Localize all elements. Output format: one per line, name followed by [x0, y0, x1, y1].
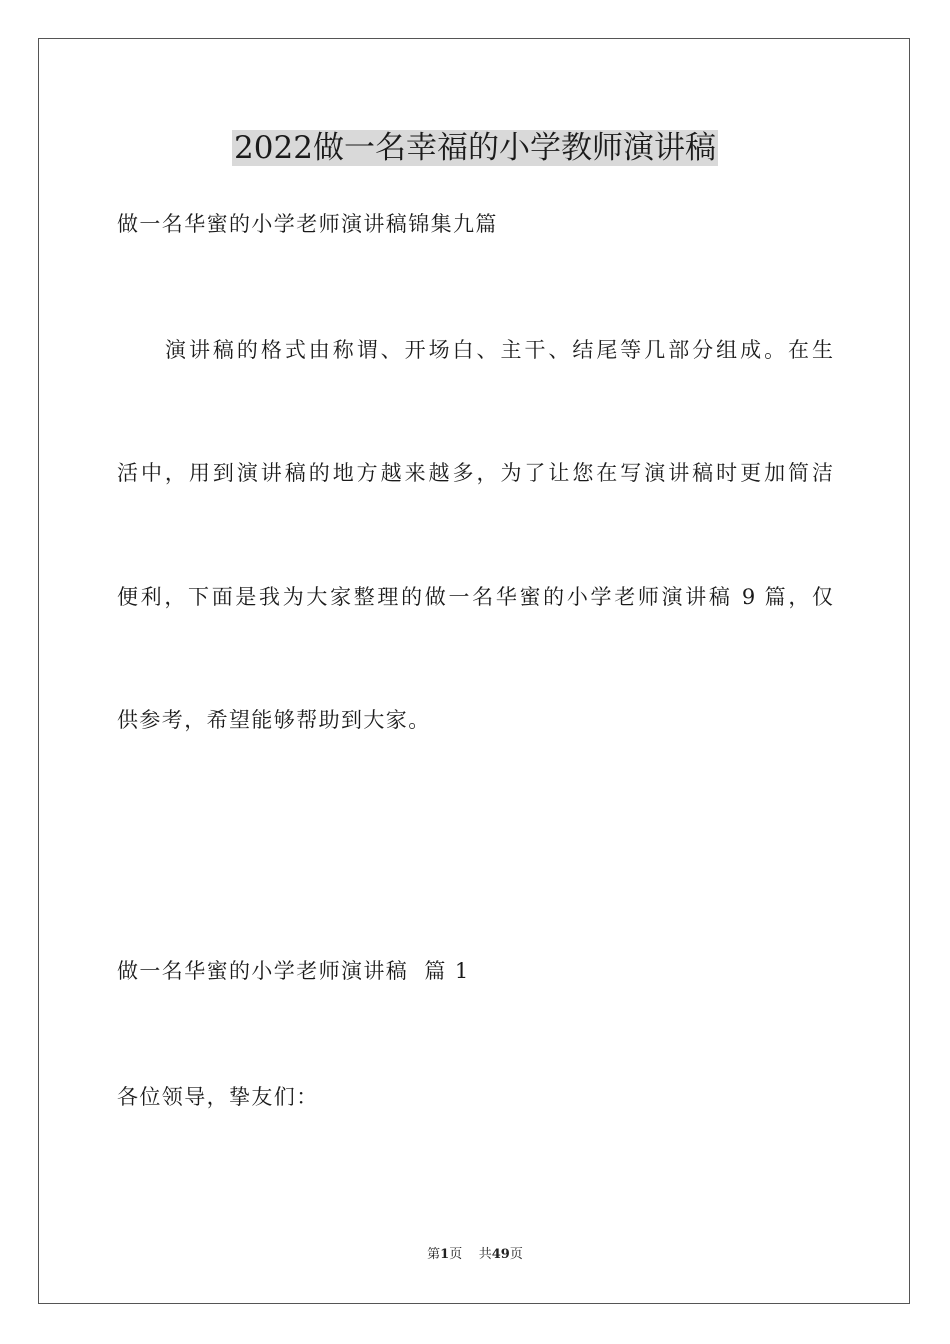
section-heading: 做一名华蜜的小学老师演讲稿 篇 1	[117, 959, 470, 983]
document-title-text: 2022做一名幸福的小学教师演讲稿	[234, 130, 716, 166]
intro-line-1: 演讲稿的格式由称谓、开场白、主干、结尾等几部分组成。在生	[165, 338, 833, 362]
document-subtitle: 做一名华蜜的小学老师演讲稿锦集九篇	[117, 212, 498, 236]
intro-line-2: 活中，用到演讲稿的地方越来越多，为了让您在写演讲稿时更加简洁	[117, 461, 833, 485]
salutation: 各位领导，挚友们：	[117, 1085, 319, 1109]
intro-line-3: 便利，下面是我为大家整理的做一名华蜜的小学老师演讲稿 9 篇，仅	[117, 585, 833, 609]
footer-total-pages: 49	[491, 1247, 510, 1262]
footer-page-number: 1	[440, 1247, 450, 1262]
intro-line-4: 供参考，希望能够帮助到大家。	[117, 708, 431, 732]
footer-total-suffix: 页	[509, 1247, 523, 1262]
document-title	[0, 128, 950, 168]
page-footer	[0, 1246, 950, 1264]
footer-prefix: 第	[427, 1247, 441, 1262]
footer-page-suffix: 页	[449, 1247, 463, 1262]
footer-total-prefix: 共	[478, 1247, 492, 1262]
